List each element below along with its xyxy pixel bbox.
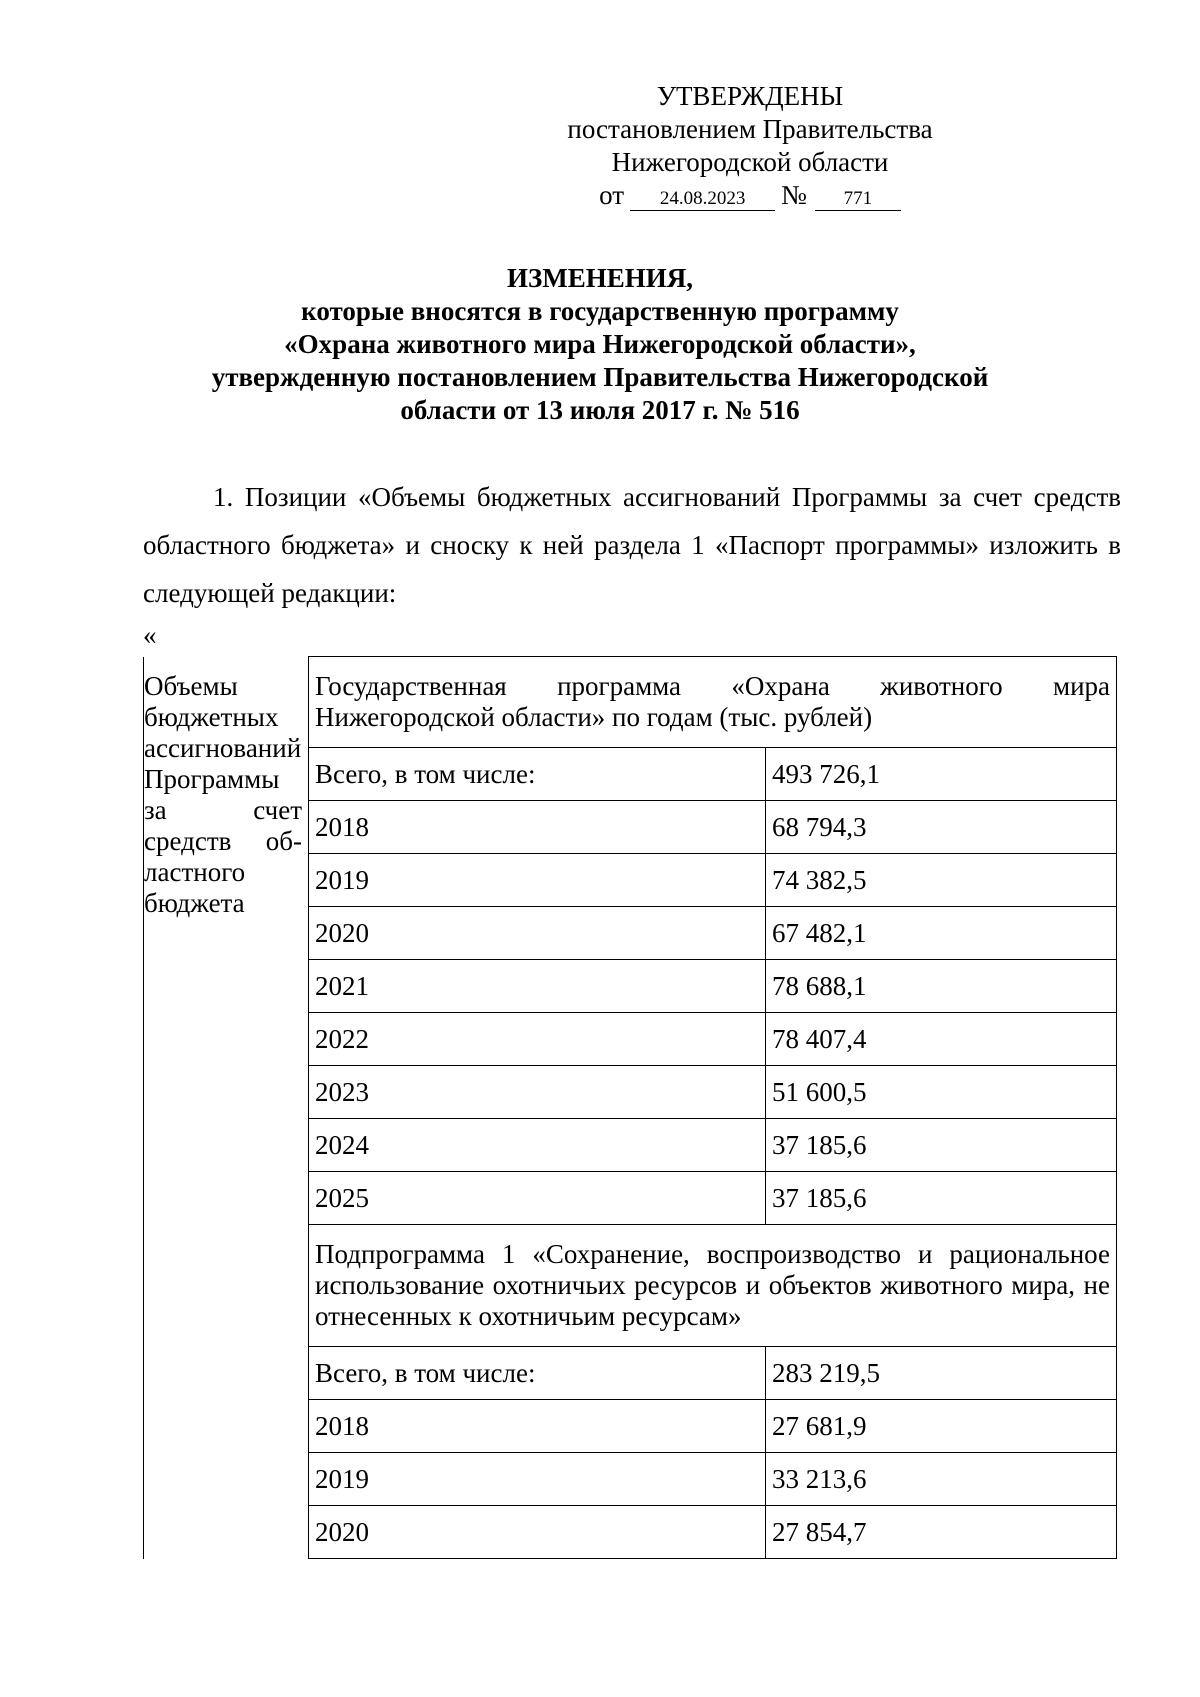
- label-line-split: [144, 826, 302, 857]
- label-line: бюджетных: [144, 701, 279, 732]
- row-label: 2020: [309, 1506, 766, 1559]
- document-title: [130, 262, 1070, 427]
- subprogram-header-cell: Подпрограмма 1 «Сохранение, воспроизводство и рациональное использование охотничьих ресурсов и объектов животного мира, не отнесенных к охотничьим ресурсам»: [309, 1225, 1117, 1347]
- row-value: 27 681,9: [766, 1400, 1117, 1453]
- approval-stamp: [560, 80, 940, 212]
- label-word: за: [144, 794, 167, 825]
- label-line-split: [144, 795, 302, 826]
- row-value: 283 219,5: [766, 1347, 1117, 1400]
- row-label-cell: [144, 657, 309, 1559]
- approval-date: 24.08.2023: [630, 188, 775, 211]
- approval-heading: УТВЕРЖДЕНЫ: [656, 81, 844, 111]
- label-line: бюджета: [144, 887, 245, 918]
- row-label: 2024: [309, 1119, 766, 1172]
- from-label: от: [599, 180, 625, 210]
- row-value: 51 600,5: [766, 1066, 1117, 1119]
- label-word: средств: [144, 825, 232, 856]
- title-line-1: ИЗМЕНЕНИЯ,: [506, 263, 693, 293]
- label-line: ластного: [144, 856, 246, 887]
- program-header-row: [144, 657, 1117, 748]
- opening-quote-mark: «: [143, 620, 157, 650]
- label-line: Программы: [144, 763, 280, 794]
- row-label: 2018: [309, 801, 766, 854]
- row-label: 2019: [309, 1453, 766, 1506]
- approval-number: 771: [815, 188, 901, 211]
- row-value: 27 854,7: [766, 1506, 1117, 1559]
- row-label: Всего, в том числе:: [309, 1347, 766, 1400]
- row-value: 74 382,5: [766, 854, 1117, 907]
- row-label: 2018: [309, 1400, 766, 1453]
- row-label: 2025: [309, 1172, 766, 1225]
- row-value: 68 794,3: [766, 801, 1117, 854]
- label-word: об-: [265, 825, 302, 856]
- approval-date-line: [560, 179, 940, 212]
- program-header-cell: Государственная программа «Охрана животного мира Нижегородской области» по годам (тыс. рублей): [309, 657, 1117, 748]
- row-label: 2023: [309, 1066, 766, 1119]
- row-value: 78 407,4: [766, 1013, 1117, 1066]
- label-word: счет: [253, 794, 302, 825]
- passport-table: [143, 656, 1117, 1559]
- row-value: 493 726,1: [766, 748, 1117, 801]
- title-line-3: «Охрана животного мира Нижегородской области»,: [284, 329, 916, 359]
- row-label: 2020: [309, 907, 766, 960]
- title-line-2: которые вносятся в государственную программу: [301, 296, 899, 326]
- title-line-4: утвержденную постановлением Правительства Нижегородской: [211, 362, 989, 392]
- number-label: №: [781, 180, 807, 210]
- approval-line-2: Нижегородской области: [611, 147, 889, 177]
- title-line-5: области от 13 июля 2017 г. № 516: [400, 395, 800, 425]
- row-label: 2021: [309, 960, 766, 1013]
- row-label: 2019: [309, 854, 766, 907]
- row-value: 67 482,1: [766, 907, 1117, 960]
- row-value: 37 185,6: [766, 1119, 1117, 1172]
- approval-line-1: постановлением Правительства: [567, 114, 933, 144]
- label-line: Объемы: [144, 670, 238, 701]
- row-value: 33 213,6: [766, 1453, 1117, 1506]
- row-value: 78 688,1: [766, 960, 1117, 1013]
- row-label: Всего, в том числе:: [309, 748, 766, 801]
- row-label: 2022: [309, 1013, 766, 1066]
- row-value: 37 185,6: [766, 1172, 1117, 1225]
- body-paragraph: 1. Позиции «Объемы бюджетных ассигнований Программы за счет средств областного бюджета» и сноску к ней раздела 1 «Паспорт программы» изложить в следующей редакции:: [143, 482, 1121, 608]
- label-line: ассигнований: [144, 732, 302, 763]
